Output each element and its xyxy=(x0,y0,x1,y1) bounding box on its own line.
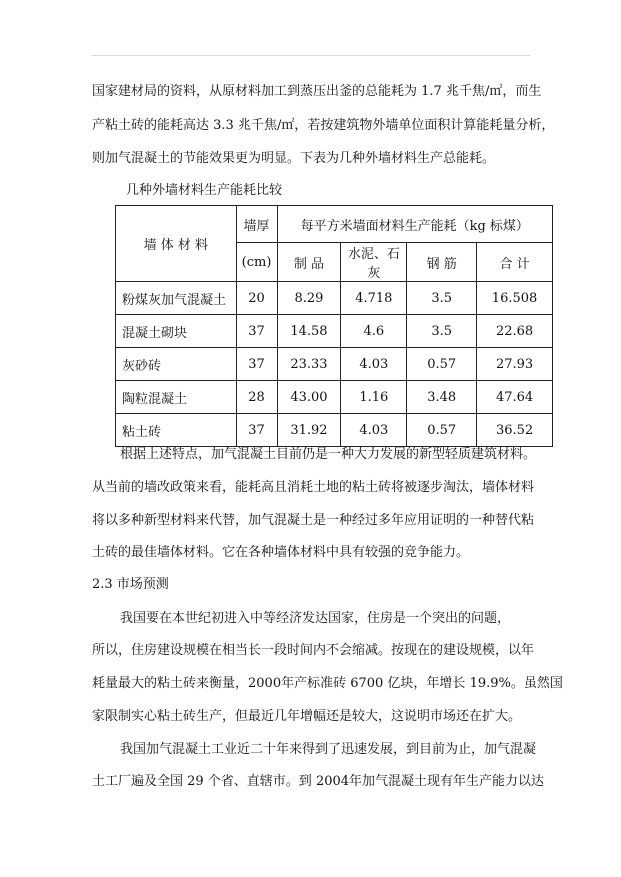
table-row xyxy=(116,282,553,315)
header-steel: 钢 筋 xyxy=(407,243,477,282)
cell-steel: 0.57 xyxy=(407,348,477,381)
header-material: 墙 体 材 料 xyxy=(116,206,237,282)
paragraph-line: 从当前的墙改政策来看，能耗高且消耗土地的粘土砖将被逐步淘汰，墙体材料 xyxy=(92,480,535,495)
header-energy-group: 每平方米墙面材料生产能耗（kg 标煤） xyxy=(277,206,552,243)
energy-table xyxy=(115,205,553,447)
cell-thickness: 20 xyxy=(236,282,277,315)
paragraph-line: 根据上述特点，加气混凝土目前仍是一种大力发展的新型轻质建筑材料。 xyxy=(120,447,537,462)
paragraph-line: 家限制实心粘土砖生产，但最近几年增幅还是较大，这说明市场还在扩大。 xyxy=(92,709,522,724)
cell-thickness: 28 xyxy=(236,381,277,414)
cell-steel: 3.5 xyxy=(407,315,477,348)
cell-product: 43.00 xyxy=(277,381,341,414)
cell-total: 22.68 xyxy=(477,315,553,348)
cell-cement: 4.6 xyxy=(341,315,407,348)
paragraph-line: 我国要在本世纪初进入中等经济发达国家，住房是一个突出的问题， xyxy=(120,611,511,626)
header-cement-lime: 水泥、石灰 xyxy=(341,243,407,282)
cell-material: 粘土砖 xyxy=(116,414,237,447)
cell-thickness: 37 xyxy=(236,348,277,381)
header-thickness: 墙厚 xyxy=(236,206,277,243)
paragraph-line: 土工厂遍及全国 29 个省、直辖市。到 2004年加气混凝土现有年生产能力以达 xyxy=(92,774,545,789)
header-thickness-unit: (cm) xyxy=(236,243,277,282)
paragraph-line: 耗量最大的粘土砖来衡量，2000年产标准砖 6700 亿块，年增长 19.9%。虽然国 xyxy=(92,676,563,691)
table-row xyxy=(116,381,553,414)
header-total: 合 计 xyxy=(477,243,553,282)
paragraph-line: 则加气混凝土的节能效果更为明显。下表为几种外墙材料生产总能耗。 xyxy=(92,151,496,166)
cell-material: 粉煤灰加气混凝土 xyxy=(116,282,237,315)
cell-thickness: 37 xyxy=(236,315,277,348)
cell-cement: 4.03 xyxy=(341,414,407,447)
cell-cement: 1.16 xyxy=(341,381,407,414)
cell-steel: 3.48 xyxy=(407,381,477,414)
section-heading: 2.3 市场预测 xyxy=(92,577,169,592)
paragraph-line: 土砖的最佳墙体材料。它在各种墙体材料中具有较强的竞争能力。 xyxy=(92,545,470,560)
cell-total: 16.508 xyxy=(477,282,553,315)
header-product: 制 品 xyxy=(277,243,341,282)
cell-material: 混凝土砌块 xyxy=(116,315,237,348)
paragraph-line: 国家建材局的资料，从原材料加工到蒸压出釜的总能耗为 1.7 兆千焦/㎡，而生 xyxy=(92,84,542,99)
cell-total: 27.93 xyxy=(477,348,553,381)
table-row xyxy=(116,414,553,447)
cell-total: 36.52 xyxy=(477,414,553,447)
cell-total: 47.64 xyxy=(477,381,553,414)
cell-product: 31.92 xyxy=(277,414,341,447)
cell-steel: 3.5 xyxy=(407,282,477,315)
paragraph-line: 所以，住房建设规模在相当长一段时间内不会缩减。按现在的建设规模，以年 xyxy=(92,643,535,658)
cell-product: 8.29 xyxy=(277,282,341,315)
cell-cement: 4.03 xyxy=(341,348,407,381)
table-header-row xyxy=(116,206,553,243)
cell-material: 灰砂砖 xyxy=(116,348,237,381)
cell-thickness: 37 xyxy=(236,414,277,447)
paragraph-line: 将以多种新型材料来代替，加气混凝土是一种经过多年应用证明的一种替代粘 xyxy=(92,513,535,528)
cell-steel: 0.57 xyxy=(407,414,477,447)
cell-material: 陶粒混凝土 xyxy=(116,381,237,414)
table-row xyxy=(116,315,553,348)
paragraph-line: 产粘土砖的能耗高达 3.3 兆千焦/㎡，若按建筑物外墙单位面积计算能耗量分析， xyxy=(92,118,555,133)
header-rule xyxy=(92,55,530,56)
cell-cement: 4.718 xyxy=(341,282,407,315)
table-row xyxy=(116,348,553,381)
cell-product: 23.33 xyxy=(277,348,341,381)
paragraph-line: 我国加气混凝土工业近二十年来得到了迅速发展，到目前为止，加气混凝 xyxy=(120,742,537,757)
cell-product: 14.58 xyxy=(277,315,341,348)
table-caption: 几种外墙材料生产能耗比较 xyxy=(126,183,283,198)
